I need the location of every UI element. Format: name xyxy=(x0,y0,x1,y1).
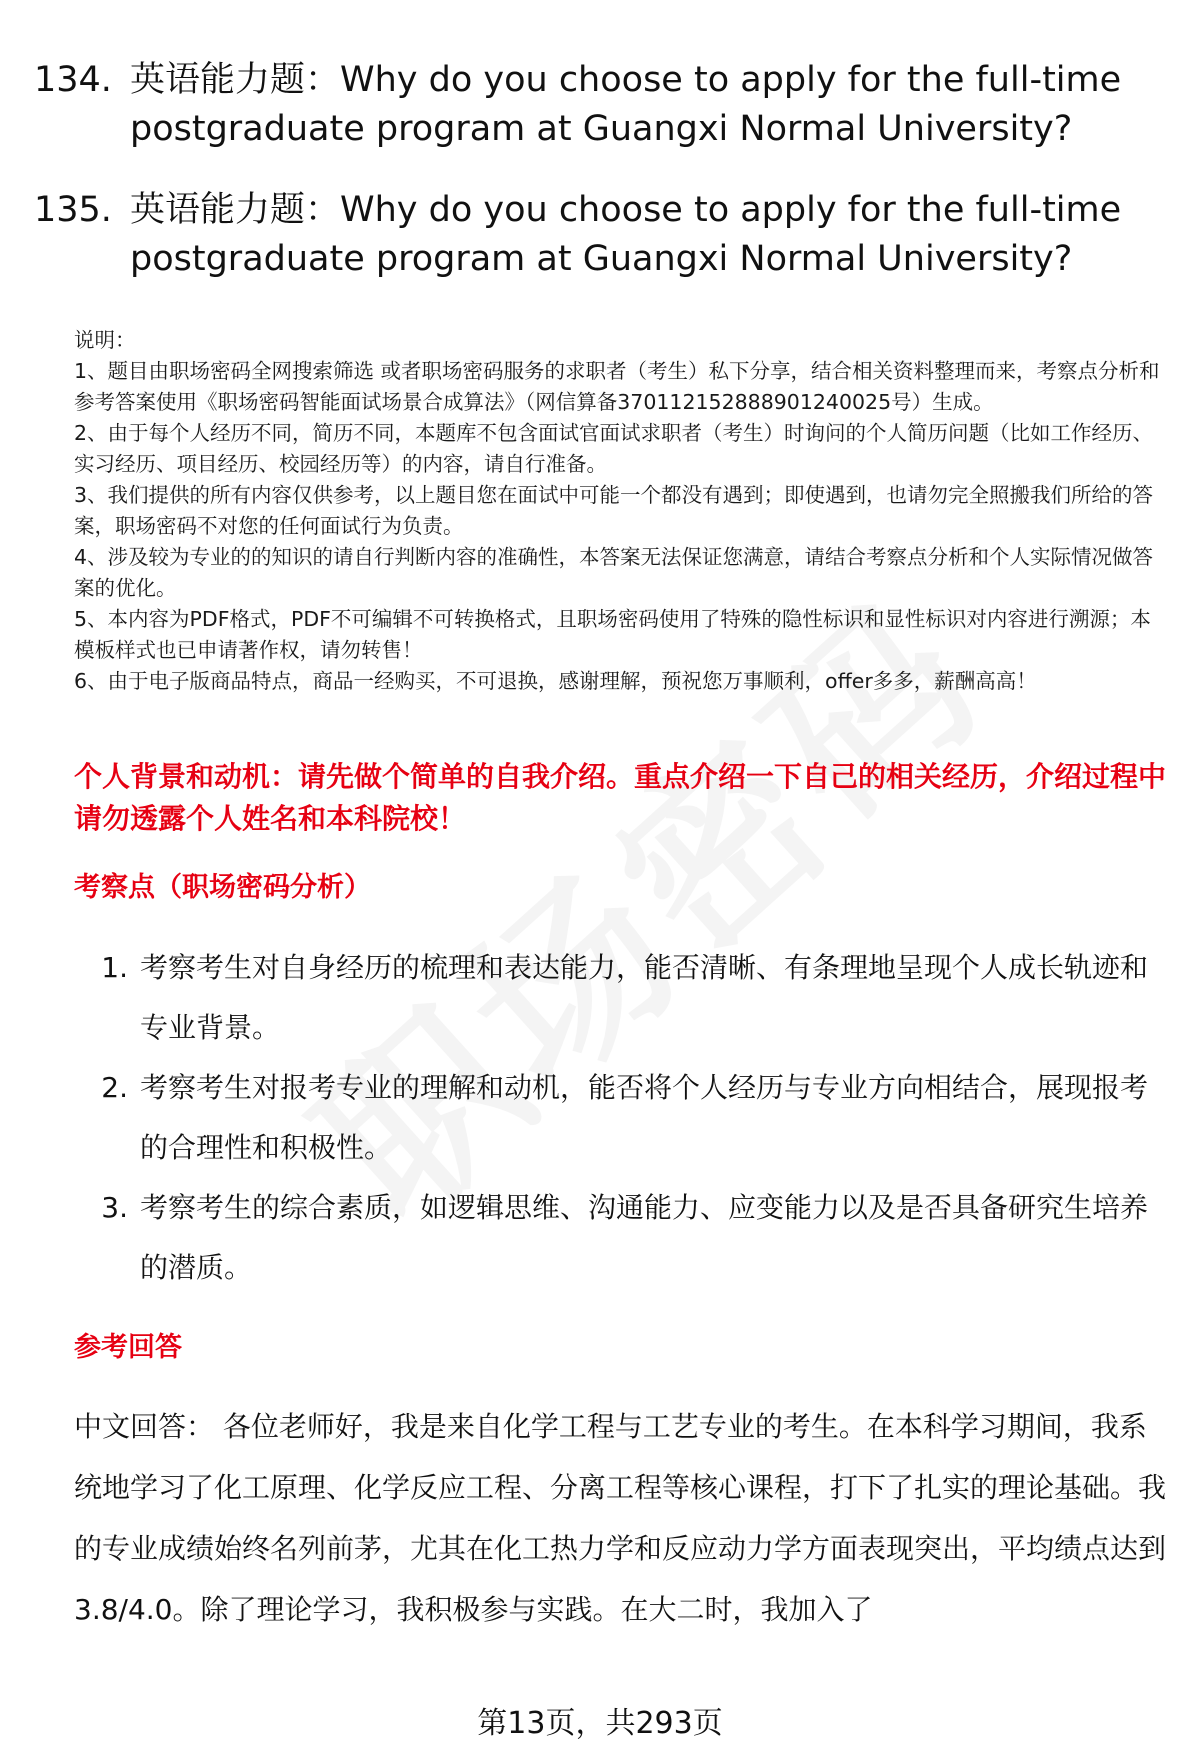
notes-section xyxy=(74,325,1164,697)
interview-question-heading: 个人背景和动机：请先做个简单的自我介绍。重点介绍一下自己的相关经历，介绍过程中请勿透露个人姓名和本科院校！ xyxy=(74,760,1167,835)
question-number: 134. xyxy=(34,60,112,100)
note-item: 2、由于每个人经历不同，简历不同，本题库不包含面试官面试求职者（考生）时询问的个人简历问题（比如工作经历、实习经历、项目经历、校园经历等）的内容，请自行准备。 xyxy=(74,421,1154,476)
point-text: 考察考生对自身经历的梳理和表达能力，能否清晰、有条理地呈现个人成长轨迹和专业背景。 xyxy=(140,951,1149,1044)
point-number: 1. xyxy=(101,951,128,984)
point-number: 2. xyxy=(101,1071,128,1104)
note-item: 1、题目由职场密码全网搜索筛选 或者职场密码服务的求职者（考生）私下分享，结合相关资料整理而来，考察点分析和参考答案使用《职场密码智能面试场景合成算法》（网信算备370112152888901240025号）生成。 xyxy=(74,359,1160,414)
point-text: 考察考生的综合素质，如逻辑思维、沟通能力、应变能力以及是否具备研究生培养的潜质。 xyxy=(140,1191,1149,1284)
analysis-point xyxy=(74,1058,1164,1178)
question-number: 135. xyxy=(34,190,112,230)
analysis-point xyxy=(74,938,1164,1058)
question-item-134 xyxy=(34,56,1164,154)
page-footer: 第13页，共293页 xyxy=(477,1706,723,1741)
point-number: 3. xyxy=(101,1191,128,1224)
analysis-title: 考察点（职场密码分析） xyxy=(74,872,371,903)
note-item: 4、涉及较为专业的的知识的请自行判断内容的准确性，本答案无法保证您满意，请结合考察点分析和个人实际情况做答案的优化。 xyxy=(74,545,1154,600)
point-text: 考察考生对报考专业的理解和动机，能否将个人经历与专业方向相结合，展现报考的合理性和积极性。 xyxy=(140,1071,1149,1164)
note-item: 3、我们提供的所有内容仅供参考，以上题目您在面试中可能一个都没有遇到；即使遇到，也请勿完全照搬我们所给的答案，职场密码不对您的任何面试行为负责。 xyxy=(74,483,1154,538)
analysis-points-list xyxy=(74,938,1164,1298)
question-item-135 xyxy=(34,186,1164,284)
reference-answer-text: 中文回答： 各位老师好，我是来自化学工程与工艺专业的考生。在本科学习期间，我系统地学习了化工原理、化学反应工程、分离工程等核心课程，打下了扎实的理论基础。我的专业成绩始终名列前茅，尤其在化工热力学和反应动力学方面表现突出，平均绩点达到3.8/4.0。除了理论学习，我积极参与实践。在大二时，我加入了 xyxy=(74,1410,1167,1626)
note-item: 5、本内容为PDF格式，PDF不可编辑不可转换格式，且职场密码使用了特殊的隐性标识和显性标识对内容进行溯源；本模板样式也已申请著作权，请勿转售！ xyxy=(74,607,1151,662)
notes-title: 说明： xyxy=(74,328,136,352)
analysis-point xyxy=(74,1178,1164,1298)
question-text: 英语能力题：Why do you choose to apply for the full-time postgraduate program at Guangxi Normal University? xyxy=(130,60,1122,149)
question-text: 英语能力题：Why do you choose to apply for the full-time postgraduate program at Guangxi Normal University? xyxy=(130,190,1122,279)
note-item: 6、由于电子版商品特点，商品一经购买，不可退换，感谢理解，预祝您万事顺利，offer多多，薪酬高高！ xyxy=(74,669,1037,693)
reference-answer-title: 参考回答 xyxy=(74,1332,182,1363)
